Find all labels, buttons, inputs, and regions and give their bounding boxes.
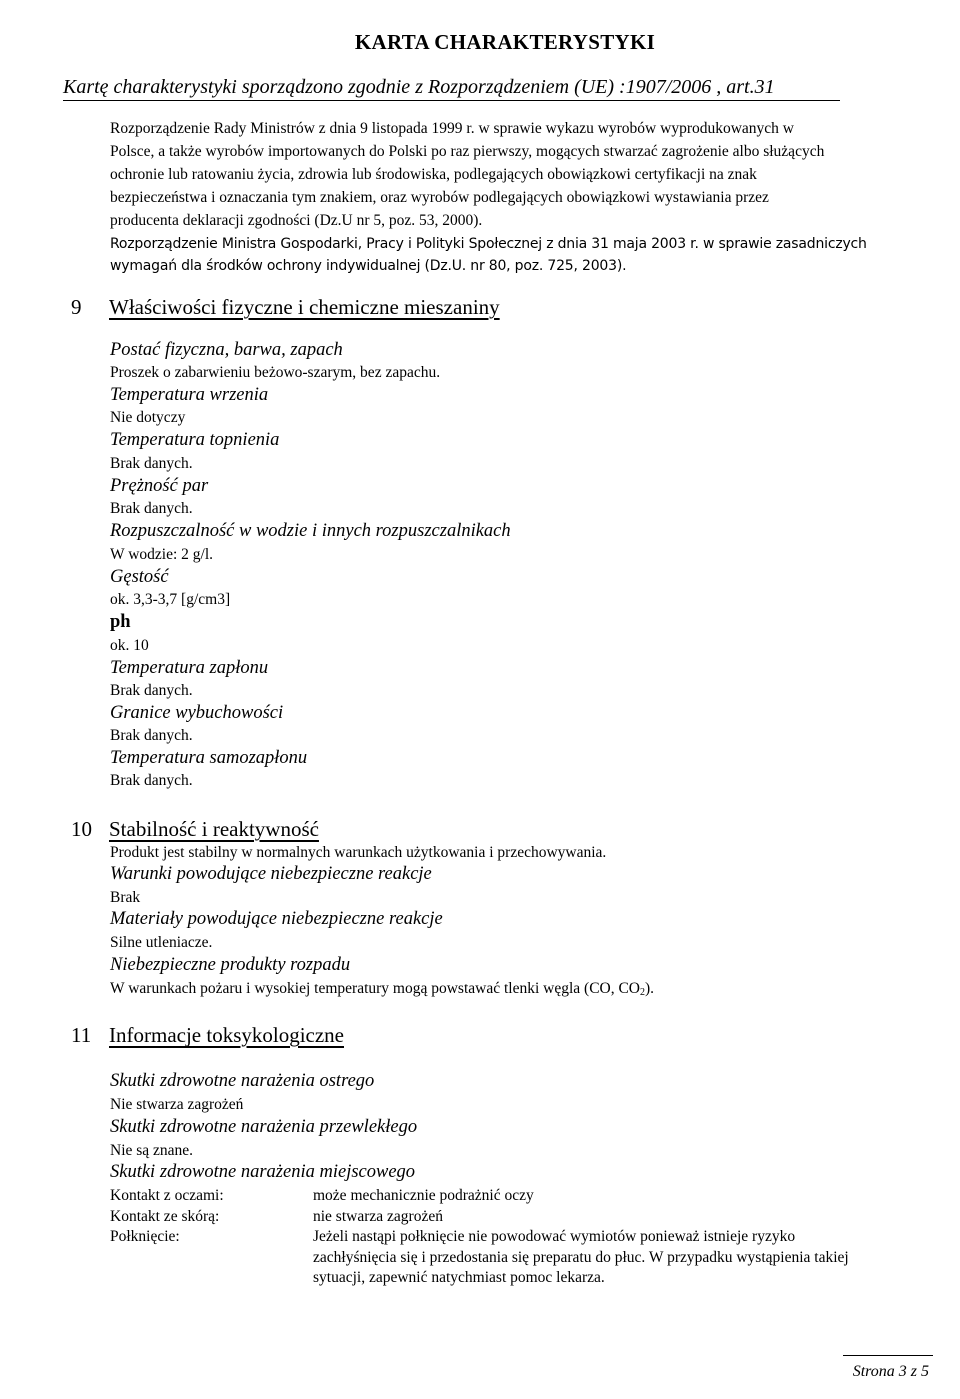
property-value: Nie dotyczy — [110, 409, 186, 426]
property-value: Brak danych. — [110, 682, 193, 699]
regulation-line: wymagań dla środków ochrony indywidualnej (Dz.U. nr 80, poz. 725, 2003). — [110, 258, 627, 274]
property-value: Brak danych. — [110, 455, 193, 472]
property-label: Postać fizyczna, barwa, zapach — [110, 340, 343, 360]
regulation-line: Rozporządzenie Ministra Gospodarki, Pracy i Polityki Społecznej z dnia 31 maja 2003 r. w sprawie zasadniczych — [110, 236, 867, 252]
property-value: ok. 10 — [110, 637, 149, 654]
regulation-line: producenta deklaracji zgodności (Dz.U nr 5, poz. 53, 2000). — [110, 212, 483, 229]
property-label: Skutki zdrowotne narażenia ostrego — [110, 1071, 375, 1091]
property-label: Temperatura topnienia — [110, 430, 280, 450]
section-number: 11 — [71, 1023, 92, 1047]
property-label: Materiały powodujące niebezpieczne reakcje — [110, 909, 443, 929]
property-value: Brak — [110, 889, 141, 906]
property-value: Silne utleniacze. — [110, 934, 213, 951]
property-value: Nie stwarza zagrożeń — [110, 1096, 244, 1113]
property-label: Warunki powodujące niebezpieczne reakcje — [110, 864, 432, 884]
header-divider — [63, 100, 840, 101]
regulation-line: Rozporządzenie Rady Ministrów z dnia 9 listopada 1999 r. w sprawie wykazu wyrobów wyprodukowanych w — [110, 120, 794, 137]
property-value: Proszek o zabarwieniu beżowo-szarym, bez zapachu. — [110, 364, 441, 381]
property-label: Prężność par — [110, 476, 209, 496]
contact-key: Kontakt ze skórą: — [110, 1208, 220, 1225]
property-value: W warunkach pożaru i wysokiej temperatury mogą powstawać tlenki węgla (CO, $CO_2$). — [110, 980, 655, 998]
property-value: ok. 3,3-3,7 [g/cm3] — [110, 591, 231, 608]
property-value: Nie są znane. — [110, 1142, 194, 1159]
section-title: Właściwości fizyczne i chemiczne mieszaniny — [109, 295, 500, 319]
contact-key: Połknięcie: — [110, 1228, 180, 1245]
contact-value: może mechanicznie podrażnić oczy — [313, 1187, 534, 1204]
contact-value: sytuacji, zapewnić natychmiast pomoc lekarza. — [313, 1269, 605, 1286]
property-label: Temperatura zapłonu — [110, 658, 269, 678]
property-label: Skutki zdrowotne narażenia miejscowego — [110, 1162, 416, 1182]
section-heading-11 — [71, 1023, 344, 1048]
contact-key: Kontakt z oczami: — [110, 1187, 224, 1204]
regulation-line: bezpieczeństwa i oznaczania tym znakiem, oraz wyrobów podlegających obowiązkowi wystawiania przez — [110, 189, 769, 206]
section-intro: Produkt jest stabilny w normalnych warunkach użytkowania i przechowywania. — [110, 844, 607, 861]
section-number: 10 — [71, 817, 92, 841]
property-label: Granice wybuchowości — [110, 703, 284, 723]
property-label: Temperatura samozapłonu — [110, 748, 308, 768]
contact-value: nie stwarza zagrożeń — [313, 1208, 443, 1225]
document-title: KARTA CHARAKTERYSTYKI — [354, 30, 656, 54]
document-subtitle: Kartę charakterystyki sporządzono zgodnie z Rozporządzeniem (UE) :1907/2006 , art.31 — [63, 76, 775, 98]
section-heading-9 — [71, 295, 500, 320]
section-title: Stabilność i reaktywność — [109, 817, 319, 841]
contact-value: zachłyśnięcia się i przedostania się preparatu do płuc. W przypadku wystąpienia takiej — [313, 1249, 849, 1266]
property-label: Gęstość — [110, 567, 169, 587]
property-value: Brak danych. — [110, 727, 193, 744]
property-value: W wodzie: 2 g/l. — [110, 546, 214, 563]
regulation-line: ochronie lub ratowaniu życia, zdrowia lub środowiska, podlegających obowiązkowi certyfikacji na znak — [110, 166, 757, 183]
section-title: Informacje toksykologiczne — [109, 1023, 344, 1047]
section-heading-10 — [71, 817, 319, 842]
page-number: Strona 3 z 5 — [852, 1363, 929, 1380]
property-label: Temperatura wrzenia — [110, 385, 269, 405]
property-value: Brak danych. — [110, 772, 193, 789]
property-label: ph — [110, 612, 131, 632]
property-value: Brak danych. — [110, 500, 193, 517]
section-number: 9 — [71, 295, 82, 319]
property-label: Rozpuszczalność w wodzie i innych rozpuszczalnikach — [110, 521, 511, 541]
property-label: Skutki zdrowotne narażenia przewlekłego — [110, 1117, 418, 1137]
footer-divider — [843, 1355, 933, 1356]
regulation-line: Polsce, a także wyrobów importowanych do Polski po raz pierwszy, mogących stwarzać zagrożenie albo służących — [110, 143, 825, 160]
contact-value: Jeżeli nastąpi połknięcie nie powodować wymiotów ponieważ istnieje ryzyko — [313, 1228, 796, 1245]
property-label: Niebezpieczne produkty rozpadu — [110, 955, 351, 975]
